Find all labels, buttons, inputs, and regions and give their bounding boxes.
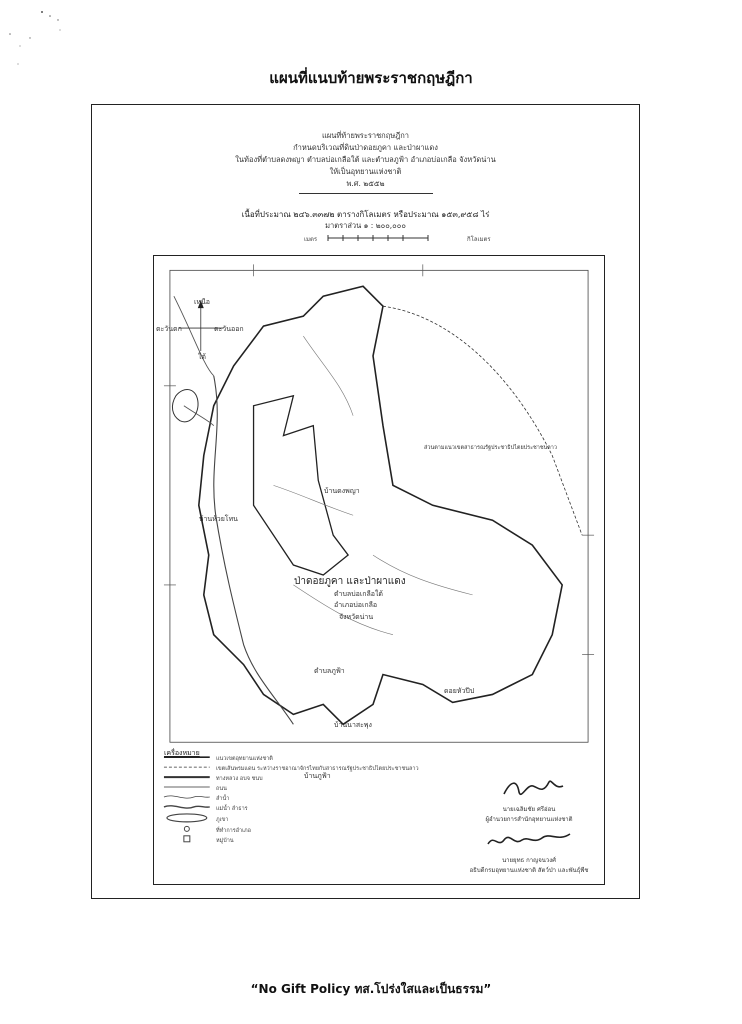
footer-slogan: “No Gift Policy ทส.โปร่งใสและเป็นธรรม” (250, 982, 492, 996)
signature-title-1: ผู้อำนวยการสำนักอุทยานแห่งชาติ (485, 816, 573, 823)
legend-item: ทางหลวง อบจ ชนบ (216, 776, 263, 782)
map-frame (153, 255, 605, 885)
area-line: เนื้อที่ประมาณ ๒๔๖.๓๓๗๒ ตารางกิโลเมตร หรือประมาณ ๑๕๓,๙๕๘ ไร่ (241, 210, 490, 219)
map-main-label: ตำบลบ่อเกลือใต้ (334, 590, 383, 598)
signature-name-2: นายยุทธ กาญจนวงศ์ (502, 857, 556, 864)
signature-title-2: อธิบดีกรมอุทยานแห่งชาติ สัตว์ป่า และพันธุ์พืช (469, 867, 589, 874)
signature-mark-2 (484, 828, 574, 854)
border-line (383, 306, 582, 535)
legend-item: หมู่บ้าน (216, 838, 234, 844)
map-main-label: ป่าดอยภูคา และป่าผาแดง (294, 576, 406, 587)
map-sheet (91, 104, 640, 899)
legend-item: เขตเส้นพรมแดน ระหว่างราชอาณาจักรไทยกับสาธารณรัฐประชาธิปไตยประชาชนลาว (216, 766, 419, 772)
header-divider (299, 193, 433, 194)
village-label: บ้านภูฟ้า (304, 772, 331, 780)
map-main-label: จังหวัดน่าน (339, 613, 374, 621)
compass-west-label: ตะวันตก (156, 325, 182, 333)
legend-item: แนวเขตอุทยานแห่งชาติ (216, 756, 273, 762)
village-label: ดอยหัวปีป (444, 687, 475, 695)
map-header-line: กำหนดบริเวณที่ดินป่าดอยภูคา และป่าผาแดง (293, 143, 438, 152)
page-title: แผนที่แนบท้ายพระราชกฤษฎีกา (269, 69, 473, 87)
scale-line: มาตราส่วน ๑ : ๒๐๐,๐๐๐ (325, 221, 406, 230)
river (184, 406, 214, 426)
map-main-label: อำเภอบ่อเกลือ (334, 601, 378, 609)
signature-name-1: นายเฉลิมชัย ศรีอ่อน (502, 806, 556, 813)
legend-item: ถนน (216, 786, 227, 792)
scale-bar (268, 235, 468, 241)
legend-item: ภูเขา (216, 817, 229, 823)
legend-item: ลำน้ำ (216, 796, 230, 802)
legend-item: แม่น้ำ ลำธาร (216, 806, 248, 812)
river (174, 296, 214, 376)
map-header-line: ให้เป็นอุทยานแห่งชาติ (329, 167, 402, 176)
reservoir (172, 389, 198, 421)
scalebar-unit-left: เมตร (304, 236, 318, 243)
boundary-note: ส่วนตามแนวเขตสาธารณรัฐประชาธิปไตยประชาชนลาว (424, 445, 557, 451)
legend-title: เครื่องหมาย (164, 749, 200, 757)
scan-specks (0, 0, 80, 70)
legend-item: ที่ทำการอำเภอ (216, 828, 251, 834)
map-header-line: พ.ศ. ๒๕๕๒ (346, 179, 385, 188)
river (303, 336, 353, 416)
village-label: ตำบลภูฟ้า (314, 667, 345, 675)
village-label: บ้านห้วยโทน (199, 515, 238, 523)
village-label: บ้านนาสะพุง (334, 721, 372, 729)
compass-south-label: ใต้ (198, 353, 206, 361)
compass-east-label: ตะวันออก (214, 325, 244, 333)
map-header-line: ในท้องที่ตำบลดงพญา ตำบลบ่อเกลือใต้ และตำบลภูฟ้า อำเภอบ่อเกลือ จังหวัดน่าน (235, 155, 496, 164)
scalebar-unit-right: กิโลเมตร (467, 236, 491, 243)
village-label: บ้านดงพญา (324, 487, 360, 495)
map-header-line: แผนที่ท้ายพระราชกฤษฎีกา (322, 131, 409, 140)
signature-mark-1 (499, 776, 569, 802)
compass-north-label: เหนือ (194, 298, 210, 306)
